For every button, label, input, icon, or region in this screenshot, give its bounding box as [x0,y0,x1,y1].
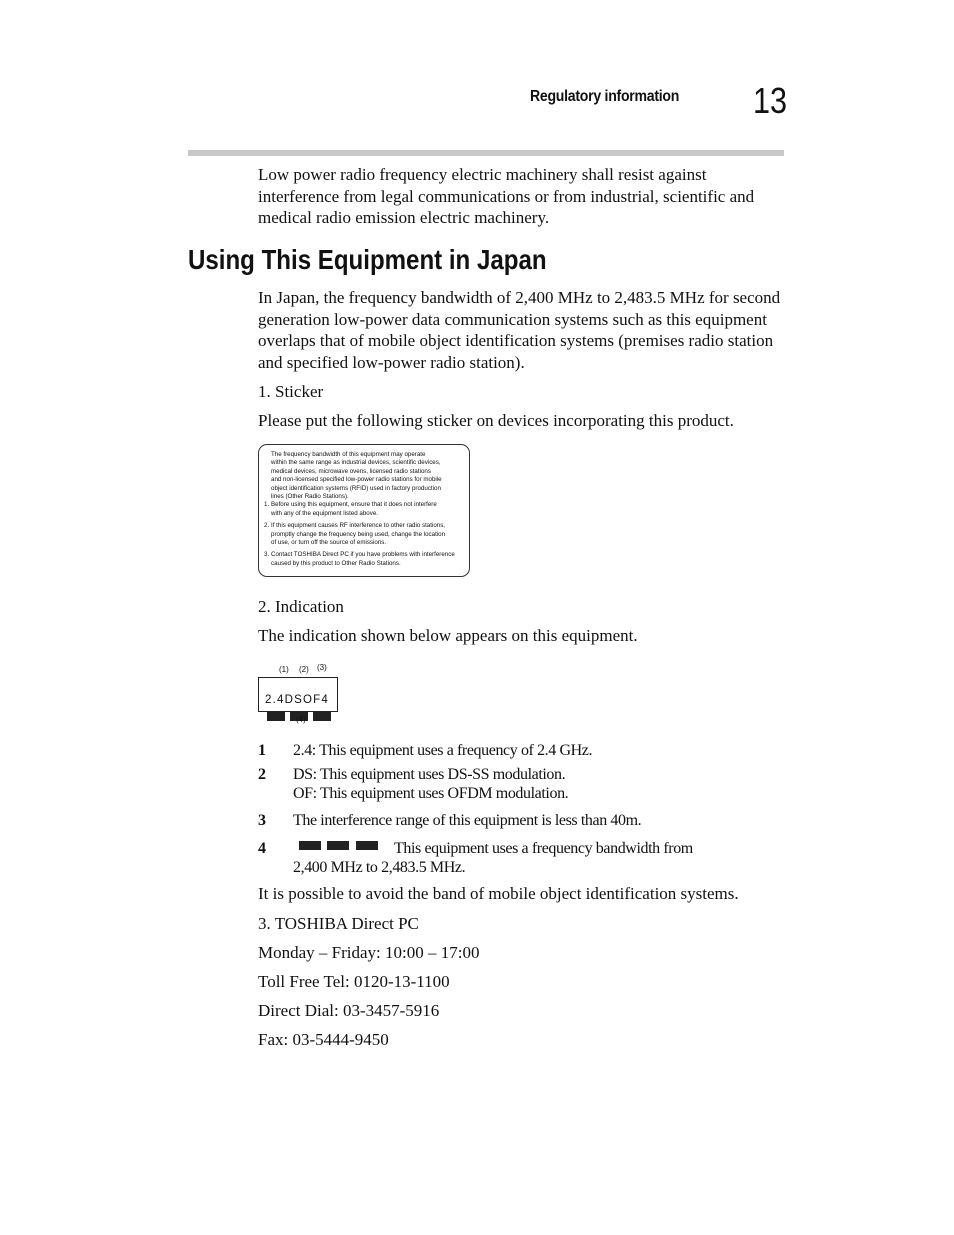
list-text: The interference range of this equipment is less than 40m. [293,812,642,829]
section-heading: Using This Equipment in Japan [188,244,547,275]
sticker-line: within the same range as industrial devices, scientific devices, [271,459,441,467]
page-number: 13 [753,80,788,121]
sticker-instruction: Please put the following sticker on devices incorporating this product. [258,411,734,430]
indication-frame [258,677,338,712]
band-bar [299,841,321,850]
contact-toll-free: Toll Free Tel: 0120-13-1100 [258,972,450,991]
label-3: (3) [317,663,327,672]
sticker-item [264,551,464,568]
list-number: 2 [258,766,266,783]
band-bar [327,841,349,850]
sticker-label [258,444,470,577]
band-bar [356,841,378,850]
sticker-line: If this equipment causes RF interference to other radio stations, [271,522,446,530]
contact-direct-dial: Direct Dial: 03-3457-5916 [258,1001,440,1020]
band-bar [313,712,331,721]
sticker-line: of use, or turn off the source of emissions. [271,539,387,547]
list-number: 1 [258,742,266,759]
list-text: OF: This equipment uses OFDM modulation. [293,785,569,802]
band-bar [267,712,285,721]
label-4: (4) [296,715,306,724]
indication-heading: 2. Indication [258,597,344,616]
indication-mark [258,662,348,728]
sticker-line: and non-licensed specified low-power radio stations for mobile [271,476,442,484]
contact-fax: Fax: 03-5444-9450 [258,1030,389,1049]
sticker-line: object identification systems (RFID) used in factory production [271,484,441,492]
label-1: (1) [279,665,289,674]
list-text: This equipment uses a frequency bandwidth from [394,840,693,857]
list-number: 4 [258,840,266,857]
sticker-line: lines (Other Radio Stations). [271,493,349,501]
sticker-line: caused by this product to Other Radio Stations. [271,559,401,567]
sticker-line: The frequency bandwidth of this equipment may operate [271,451,426,458]
label-2: (2) [299,665,309,674]
sticker-intro [271,451,464,501]
avoid-text: It is possible to avoid the band of mobile object identification systems. [258,884,739,903]
sticker-item-number: 1. [264,501,270,509]
indication-instruction: The indication shown below appears on this equipment. [258,626,638,645]
sticker-line: with any of the equipment listed above. [271,509,378,517]
sticker-line: promptly change the frequency being used, change the location [271,530,446,538]
japan-paragraph: In Japan, the frequency bandwidth of 2,400 MHz to 2,483.5 MHz for second generation low-power data communication systems such as this equipment overlaps that of mobile object identification systems (premises radio station and specified low-power radio station). [258,288,781,373]
sticker-item-number: 2. [264,522,270,530]
contact-hours: Monday – Friday: 10:00 – 17:00 [258,943,480,962]
indication-code: 2.4DSOF4 [265,694,329,706]
contact-heading: 3. TOSHIBA Direct PC [258,914,419,933]
sticker-item-number: 3. [264,551,270,559]
sticker-heading: 1. Sticker [258,382,324,401]
list-text: DS: This equipment uses DS-SS modulation. [293,766,566,783]
intro-paragraph: Low power radio frequency electric machinery shall resist against interference from legal communications or from industrial, scientific and medical radio emission electric machinery. [258,165,755,228]
list-text: 2.4: This equipment uses a frequency of 2.4 GHz. [293,742,593,759]
sticker-line: Before using this equipment, ensure that it does not interfere [271,501,437,509]
sticker-line: medical devices, microwave ovens, licensed radio stations [271,467,431,475]
header-rule [188,150,784,156]
sticker-item [264,501,464,518]
list-number: 3 [258,812,266,829]
sticker-line: Contact TOSHIBA Direct PC if you have problems with interference [271,551,455,559]
list-text: 2,400 MHz to 2,483.5 MHz. [293,859,466,876]
running-title: Regulatory information [530,88,680,105]
sticker-item [264,522,464,547]
